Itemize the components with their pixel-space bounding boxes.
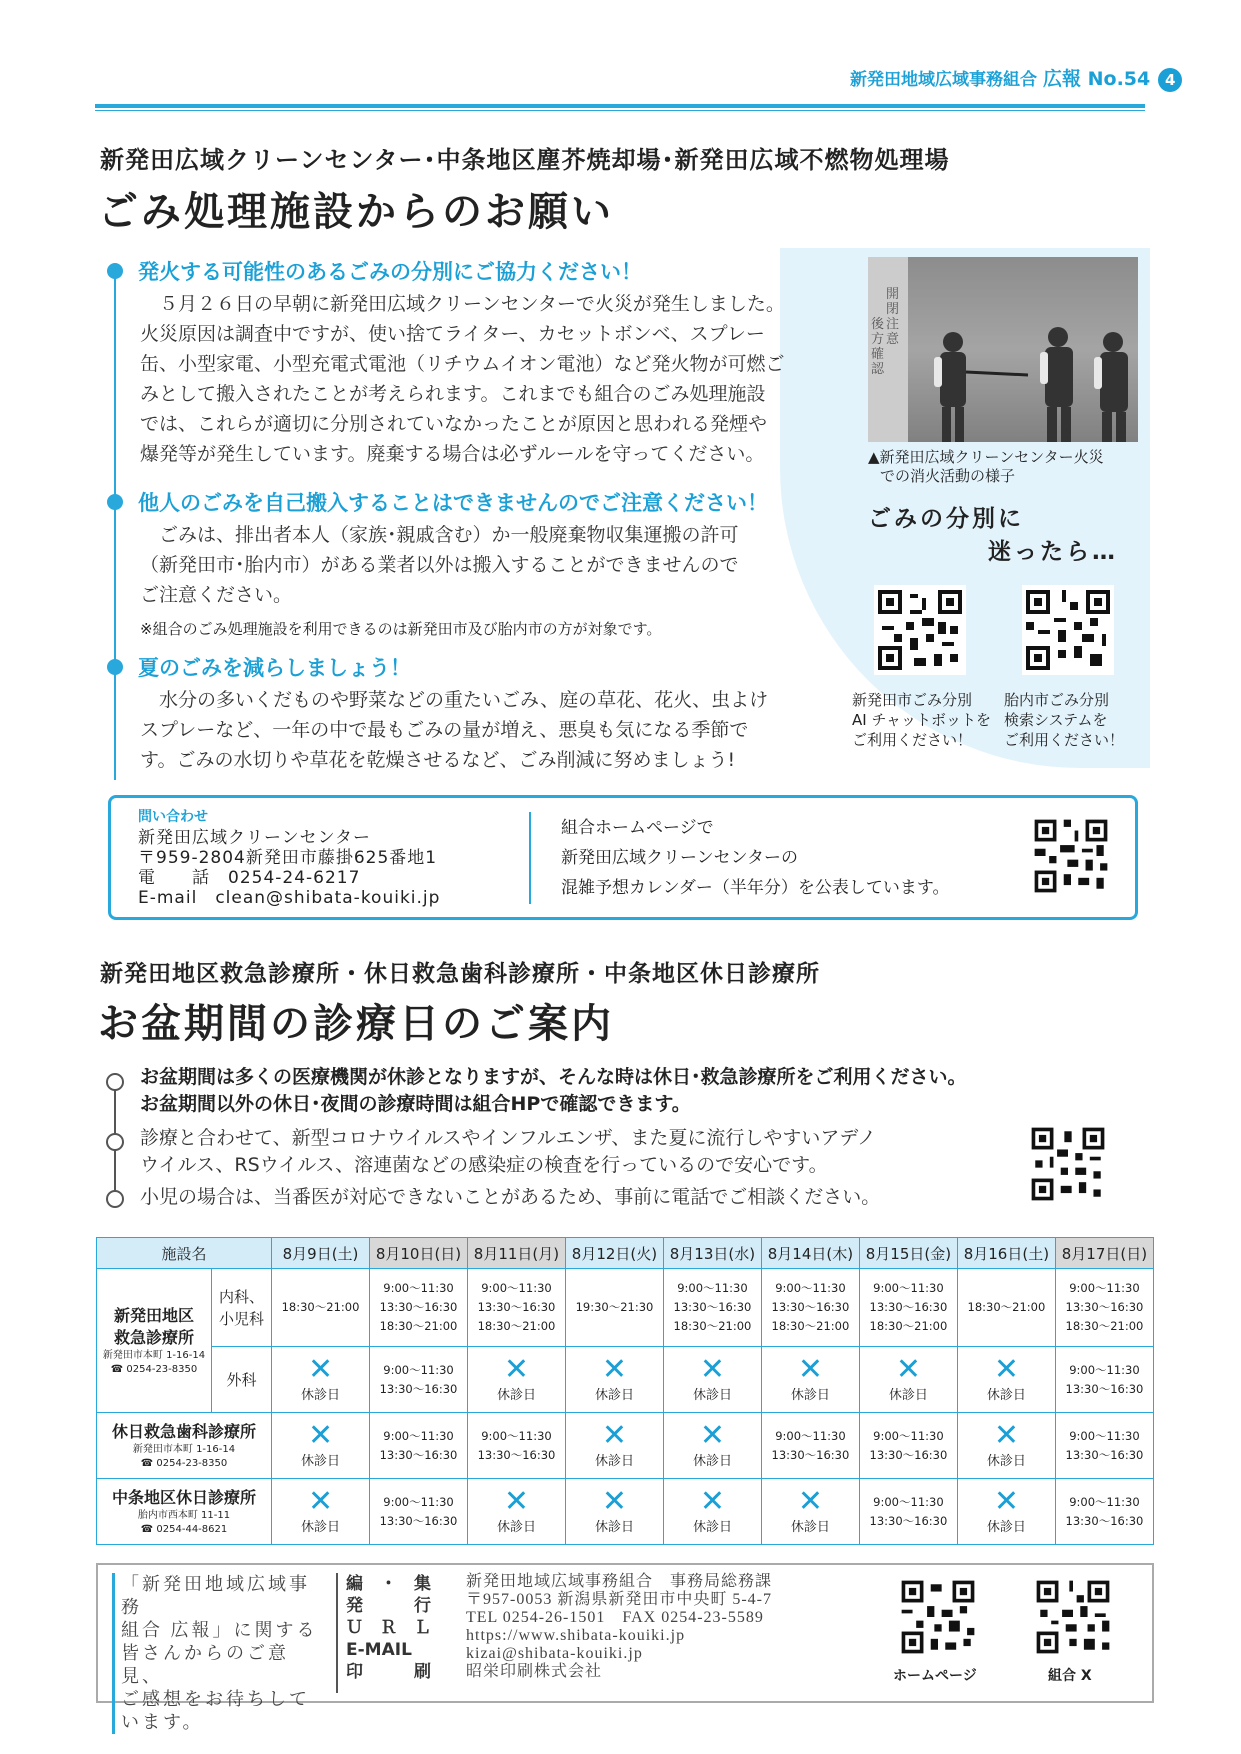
closed-label: 休診日: [301, 1520, 341, 1535]
hours-text: 9:00～11:30: [383, 1494, 454, 1509]
firefighters-image: [908, 257, 1138, 442]
day-header: 8月13日(水): [663, 1238, 761, 1269]
text-line: 診療と合わせて、新型コロナウイルスやインフルエンザ、また夏に流行しやすいアデノ: [140, 1127, 877, 1149]
hours-text: 18:30～21:00: [281, 1300, 360, 1314]
inquiry-divider: [529, 812, 531, 904]
footer-email-link[interactable]: kizai@shibata-kouiki.jp: [466, 1645, 643, 1662]
caption-line: 胎内市ごみ分別: [1004, 691, 1110, 709]
closed-x-icon: ✕: [993, 1418, 1019, 1453]
facility-cell: [97, 1413, 272, 1479]
day-header: 8月12日(火): [565, 1238, 663, 1269]
hours-text: 9:00～11:30: [1069, 1428, 1140, 1443]
closed-label: 休診日: [986, 1454, 1026, 1469]
hours-cell: [370, 1347, 468, 1413]
photo-sign-char: 注: [886, 317, 900, 332]
hours-text: 13:30～16:30: [771, 1447, 850, 1462]
closed-label: 休診日: [496, 1520, 536, 1535]
hours-text: 9:00～11:30: [481, 1428, 552, 1443]
closed-x-icon: ✕: [601, 1352, 628, 1387]
hours-text: 13:30～16:30: [869, 1447, 948, 1462]
text-line: では、これらが適切に分別されていなかったことが原因と思われる発煙や: [140, 413, 768, 435]
closed-cell: [272, 1413, 370, 1479]
closed-cell: [272, 1479, 370, 1545]
qr-code-x[interactable]: [1033, 1577, 1113, 1657]
caption-line: 新発田市ごみ分別: [852, 691, 973, 709]
text-line: 混雑予想カレンダー（半年分）を公表しています。: [561, 878, 950, 898]
page-number: 4: [1158, 68, 1182, 92]
closed-x-icon: ✕: [699, 1484, 726, 1519]
text-line: お盆期間以外の休日･夜間の診療時間は組合HPで確認できます。: [140, 1093, 691, 1115]
paragraph-fire: [140, 289, 850, 469]
bullet-dot: [107, 263, 123, 279]
inquiry-name: 新発田広域クリーンセンター: [138, 828, 371, 848]
facility-tel: ☎ 0254-23-8350: [110, 1363, 198, 1375]
closed-x-icon: ✕: [797, 1484, 823, 1519]
facility-name: 休日救急歯科診療所: [112, 1421, 257, 1441]
header-rule: [95, 104, 1145, 108]
facility-tel: ☎ 0254-23-8350: [140, 1457, 228, 1469]
day-header: 8月11日(月): [467, 1238, 565, 1269]
text-line: ５月２６日の早朝に新発田広域クリーンセンターで火災が発生しました。: [140, 293, 785, 315]
closed-x-icon: ✕: [307, 1484, 334, 1519]
text-line: 新発田広域クリーンセンターの: [561, 848, 798, 868]
text-line: スプレーなど、一年の中で最もごみの量が増え、悪臭も気になる季節で: [140, 719, 749, 741]
day-header: 8月9日(土): [272, 1238, 370, 1269]
hours-text: 9:00～11:30: [677, 1281, 748, 1295]
hours-text: 9:00～11:30: [383, 1281, 454, 1295]
section1-subtitle: 新発田広域クリーンセンター･中条地区塵芥焼却場･新発田広域不燃物処理場: [100, 146, 950, 174]
day-header: 8月14日(木): [761, 1238, 859, 1269]
closed-cell: [467, 1479, 565, 1545]
hours-cell: [370, 1413, 468, 1479]
footer-label: 印 刷: [346, 1662, 431, 1682]
header-org: 新発田地域広域事務組合: [850, 70, 1037, 90]
section2-subtitle: 新発田地区救急診療所・休日救急歯科診療所・中条地区休日診療所: [100, 961, 820, 987]
tel-value[interactable]: 0254-24-6217: [228, 868, 361, 888]
footer-value: 昭栄印刷株式会社: [466, 1663, 603, 1680]
footer-box: [96, 1563, 1154, 1732]
heading-summer: 夏のごみを減らしましょう！: [138, 656, 411, 680]
caption-line: ▲新発田広域クリーンセンター火災: [868, 448, 1104, 466]
facility-name: 中条地区休日診療所: [112, 1487, 257, 1507]
tel-label: 電 話: [138, 868, 210, 888]
note-text: ※組合のごみ処理施設を利用できるのは新発田市及び胎内市の方が対象です。: [140, 620, 662, 638]
caption-line: での消火活動の様子: [880, 467, 1016, 485]
inquiry-contact: [138, 828, 440, 908]
qr-code-chatbot[interactable]: [874, 585, 966, 675]
qr1-caption: [852, 690, 991, 750]
table-header-row: [97, 1238, 1154, 1269]
facility-header: 施設名: [97, 1238, 272, 1269]
photo-sign-char: 方: [871, 332, 885, 347]
footer-value: 〒957-0053 新潟県新発田市中央町 5-4-7: [466, 1591, 772, 1608]
photo-sign-col2: [871, 317, 884, 377]
hours-text: 13:30～16:30: [869, 1300, 948, 1314]
hours-text: 18:30～21:00: [967, 1300, 1046, 1314]
closed-x-icon: ✕: [503, 1352, 530, 1387]
facility-address: 新発田市本町 1-16-14: [102, 1349, 206, 1361]
closed-cell: [761, 1479, 859, 1545]
notice-testing: [140, 1125, 876, 1179]
photo-sign-col1: [886, 287, 899, 347]
closed-label: 休診日: [496, 1388, 536, 1403]
hours-cell: [467, 1269, 565, 1347]
header-issue: 広報 No.54: [1043, 68, 1151, 90]
footer-values: [466, 1573, 772, 1681]
text-line: ご感想をお待ちして: [121, 1689, 310, 1709]
heading-fire: 発火する可能性のあるごみの分別にご協力ください！: [138, 260, 642, 284]
text-line: 「新発田地域広域事務: [121, 1574, 310, 1617]
closed-cell: [859, 1347, 957, 1413]
closed-cell: [957, 1479, 1055, 1545]
closed-label: 休診日: [301, 1454, 341, 1469]
closed-label: 休診日: [986, 1388, 1026, 1403]
hours-text: 18:30～21:00: [673, 1319, 752, 1333]
hours-text: 9:00～11:30: [775, 1281, 846, 1295]
bullet-dot: [107, 494, 123, 510]
sort-title-line: 迷ったら…: [988, 539, 1118, 565]
email-link[interactable]: clean@shibata-kouiki.jp: [215, 888, 441, 908]
paragraph-self-carry: [140, 520, 850, 610]
hours-text: 9:00～11:30: [873, 1428, 944, 1443]
text-line: 爆発等が発生しています。廃棄する場合は必ずルールを守ってください。: [140, 443, 765, 465]
qr-code-clinic[interactable]: [1028, 1124, 1108, 1204]
hours-text: 9:00～11:30: [775, 1428, 846, 1443]
text-line: ウイルス、RSウイルス、溶連菌などの感染症の検査を行っているので安心です。: [140, 1154, 828, 1176]
notice-bold: [140, 1064, 967, 1118]
paragraph-summer: [140, 685, 850, 775]
closed-cell: [663, 1479, 761, 1545]
text-line: す。ごみの水切りや草花を乾燥させるなど、ごみ削減に努めましょう!: [140, 749, 736, 771]
text-line: います。: [121, 1712, 204, 1732]
facility-name: 新発田地区: [113, 1305, 194, 1325]
sort-title-line: ごみの分別に: [868, 506, 1024, 532]
closed-x-icon: ✕: [699, 1418, 726, 1453]
photo-sign-char: 開: [886, 287, 900, 302]
page-header: [850, 64, 1182, 92]
closed-label: 休診日: [301, 1388, 341, 1403]
hours-cell: [370, 1479, 468, 1545]
inquiry-label: 問い合わせ: [138, 809, 208, 825]
closed-x-icon: ✕: [601, 1484, 628, 1519]
footer-value: TEL 0254-26-1501 FAX 0254-23-5589: [466, 1609, 764, 1626]
hours-cell: [761, 1269, 859, 1347]
closed-cell: [565, 1479, 663, 1545]
heading-self-carry: 他人のごみを自己搬入することはできませんのでご注意ください！: [138, 491, 768, 515]
hours-text: 13:30～16:30: [869, 1513, 948, 1528]
schedule-table: [96, 1237, 1154, 1545]
facility-cell: [97, 1269, 212, 1413]
hours-text: 13:30～16:30: [1065, 1300, 1144, 1314]
photo-sign-char: 確: [871, 347, 885, 362]
hours-text: 19:30～21:30: [575, 1300, 654, 1314]
hours-text: 9:00～11:30: [873, 1494, 944, 1509]
text-line: ごみは、排出者本人（家族･親戚含む）か一般廃棄物収集運搬の許可: [140, 524, 739, 546]
table-row: [97, 1269, 1154, 1347]
qr2-caption: [1004, 690, 1124, 750]
inquiry-hp-text: [561, 813, 950, 903]
hours-cell: [859, 1479, 957, 1545]
hours-text: 13:30～16:30: [673, 1300, 752, 1314]
bullet-circle: [106, 1073, 124, 1091]
caption-line: ご利用ください！: [1004, 731, 1125, 749]
text-line: ご注意ください。: [140, 584, 293, 606]
facility-cell: [97, 1479, 272, 1545]
hours-cell: [272, 1269, 370, 1347]
hours-cell: [565, 1269, 663, 1347]
bullet-circle: [106, 1190, 124, 1208]
hours-text: 18:30～21:00: [379, 1319, 458, 1333]
closed-x-icon: ✕: [895, 1352, 921, 1387]
table-row: [97, 1347, 1154, 1413]
hours-text: 13:30～16:30: [771, 1300, 850, 1314]
hours-cell: [859, 1413, 957, 1479]
text-line: 皆さんからのご意見、: [121, 1643, 289, 1686]
hours-cell: [1055, 1347, 1153, 1413]
hours-text: 13:30～16:30: [379, 1381, 458, 1396]
qr-code-calendar[interactable]: [1031, 816, 1111, 896]
closed-cell: [663, 1413, 761, 1479]
closed-label: 休診日: [594, 1520, 634, 1535]
closed-x-icon: ✕: [797, 1352, 823, 1387]
footer-url-link[interactable]: https://www.shibata-kouiki.jp: [466, 1627, 686, 1644]
table-row: [97, 1479, 1154, 1545]
hours-cell: [761, 1413, 859, 1479]
closed-x-icon: ✕: [601, 1418, 628, 1453]
section2-title: お盆期間の診療日のご案内: [98, 1001, 614, 1047]
hours-cell: [663, 1269, 761, 1347]
inquiry-address: 〒959-2804新発田市藤掛625番地1: [138, 848, 438, 868]
hours-text: 13:30～16:30: [379, 1447, 458, 1462]
closed-x-icon: ✕: [307, 1352, 334, 1387]
footer-message: [112, 1573, 322, 1734]
inquiry-box: [108, 795, 1138, 920]
header-rule-thin: [95, 110, 1145, 111]
text-line: お盆期間は多くの医療機関が休診となりますが、そんな時は休日･救急診療所をご利用ください。: [140, 1066, 967, 1088]
closed-cell: [565, 1347, 663, 1413]
closed-x-icon: ✕: [307, 1418, 334, 1453]
photo-sign-panel: [868, 257, 908, 442]
text-line: （新発田市･胎内市）がある業者以外は搬入することができませんので: [140, 554, 739, 576]
closed-x-icon: ✕: [699, 1352, 726, 1387]
day-header: 8月17日(日): [1055, 1238, 1153, 1269]
hours-text: 13:30～16:30: [477, 1300, 556, 1314]
hours-text: 13:30～16:30: [1065, 1447, 1144, 1462]
hours-text: 9:00～11:30: [1069, 1494, 1140, 1509]
day-header: 8月16日(土): [957, 1238, 1055, 1269]
hours-text: 13:30～16:30: [1065, 1513, 1144, 1528]
notice-children: 小児の場合は、当番医が対応できないことがあるため、事前に電話でご相談ください。: [140, 1186, 881, 1208]
qr-code-homepage[interactable]: [898, 1577, 978, 1657]
closed-label: 休診日: [790, 1388, 830, 1403]
hours-text: 18:30～21:00: [771, 1319, 850, 1333]
footer-label: Ｕ Ｒ Ｌ: [346, 1618, 431, 1638]
closed-x-icon: ✕: [993, 1352, 1019, 1387]
dept-surgery: 外科: [212, 1347, 272, 1413]
hours-text: 9:00～11:30: [383, 1428, 454, 1443]
day-header: 8月10日(日): [370, 1238, 468, 1269]
hours-text: 18:30～21:00: [869, 1319, 948, 1333]
photo-sign-char: 閉: [886, 302, 900, 317]
hours-cell: [957, 1269, 1055, 1347]
qr-code-tainai-search[interactable]: [1022, 585, 1114, 675]
facility-tel: ☎ 0254-44-8621: [140, 1523, 228, 1535]
photo-caption: [868, 448, 1148, 486]
qr-homepage-label: ホームページ: [893, 1668, 977, 1684]
day-header: 8月15日(金): [859, 1238, 957, 1269]
closed-label: 休診日: [692, 1454, 732, 1469]
hours-text: 18:30～21:00: [477, 1319, 556, 1333]
closed-cell: [467, 1347, 565, 1413]
footer-divider: [336, 1573, 338, 1693]
photo-sign-char: 後: [871, 317, 885, 332]
closed-cell: [272, 1347, 370, 1413]
hours-cell: [859, 1269, 957, 1347]
caption-line: AI チャットボットを: [852, 711, 992, 729]
facility-address: 胎内市西本町 11-11: [137, 1509, 231, 1521]
closed-cell: [957, 1347, 1055, 1413]
caption-line: ご利用ください！: [852, 731, 973, 749]
closed-x-icon: ✕: [503, 1484, 530, 1519]
hours-text: 9:00～11:30: [1069, 1362, 1140, 1377]
hours-cell: [467, 1413, 565, 1479]
text-line: 火災原因は調査中ですが、使い捨てライター、カセットボンベ、スプレー: [140, 323, 765, 345]
hours-text: 9:00～11:30: [383, 1362, 454, 1377]
closed-x-icon: ✕: [993, 1484, 1019, 1519]
footer-label: 編 ・ 集: [346, 1574, 431, 1594]
text-line: 缶、小型家電、小型充電式電池（リチウムイオン電池）など発火物が可燃ご: [140, 353, 785, 375]
hours-text: 9:00～11:30: [873, 1281, 944, 1295]
text-line: 組合ホームページで: [561, 818, 714, 838]
closed-cell: [565, 1413, 663, 1479]
timeline-line: [114, 270, 116, 780]
hours-cell: [1055, 1269, 1153, 1347]
facility-name: 救急診療所: [113, 1327, 194, 1347]
closed-label: 休診日: [790, 1520, 830, 1535]
bullet-circle: [106, 1133, 124, 1151]
sort-title: [868, 503, 1118, 569]
footer-labels: [346, 1573, 431, 1683]
text-line: 組合 広報」に関する: [121, 1620, 318, 1640]
hours-text: 9:00～11:30: [1069, 1281, 1140, 1295]
hours-text: 13:30～16:30: [1065, 1381, 1144, 1396]
closed-label: 休診日: [594, 1388, 634, 1403]
closed-label: 休診日: [692, 1520, 732, 1535]
facility-address: 新発田市本町 1-16-14: [132, 1443, 236, 1455]
fire-photo: [868, 257, 1138, 442]
hours-cell: [1055, 1479, 1153, 1545]
footer-label: E-MAIL: [346, 1640, 412, 1660]
closed-label: 休診日: [888, 1388, 928, 1403]
closed-cell: [957, 1413, 1055, 1479]
caption-line: 検索システムを: [1004, 711, 1108, 729]
hours-text: 13:30～16:30: [477, 1447, 556, 1462]
text-line: みとして搬入されたことが考えられます。これまでも組合のごみ処理施設: [140, 383, 766, 405]
closed-cell: [663, 1347, 761, 1413]
closed-cell: [761, 1347, 859, 1413]
closed-label: 休診日: [986, 1520, 1026, 1535]
email-label: E-mail: [138, 888, 198, 908]
text-line: 水分の多いくだものや野菜などの重たいごみ、庭の草花、花火、虫よけ: [140, 689, 769, 711]
hours-text: 9:00～11:30: [481, 1281, 552, 1295]
closed-label: 休診日: [594, 1454, 634, 1469]
closed-label: 休診日: [692, 1388, 732, 1403]
photo-sign-char: 意: [886, 332, 900, 347]
table-row: [97, 1413, 1154, 1479]
section1-title: ごみ処理施設からのお願い: [98, 189, 614, 235]
qr-x-label: 組合 X: [1048, 1668, 1092, 1684]
footer-value: 新発田地域広域事務組合 事務局総務課: [466, 1573, 773, 1590]
photo-sign-char: 認: [871, 362, 885, 377]
footer-label: 発 行: [346, 1596, 431, 1616]
bullet-dot: [107, 659, 123, 675]
hours-text: 13:30～16:30: [379, 1513, 458, 1528]
hours-cell: [1055, 1413, 1153, 1479]
hours-text: 13:30～16:30: [379, 1300, 458, 1314]
hours-cell: [370, 1269, 468, 1347]
dept-internal: 内科、小児科: [212, 1269, 272, 1347]
hours-text: 18:30～21:00: [1065, 1319, 1144, 1333]
